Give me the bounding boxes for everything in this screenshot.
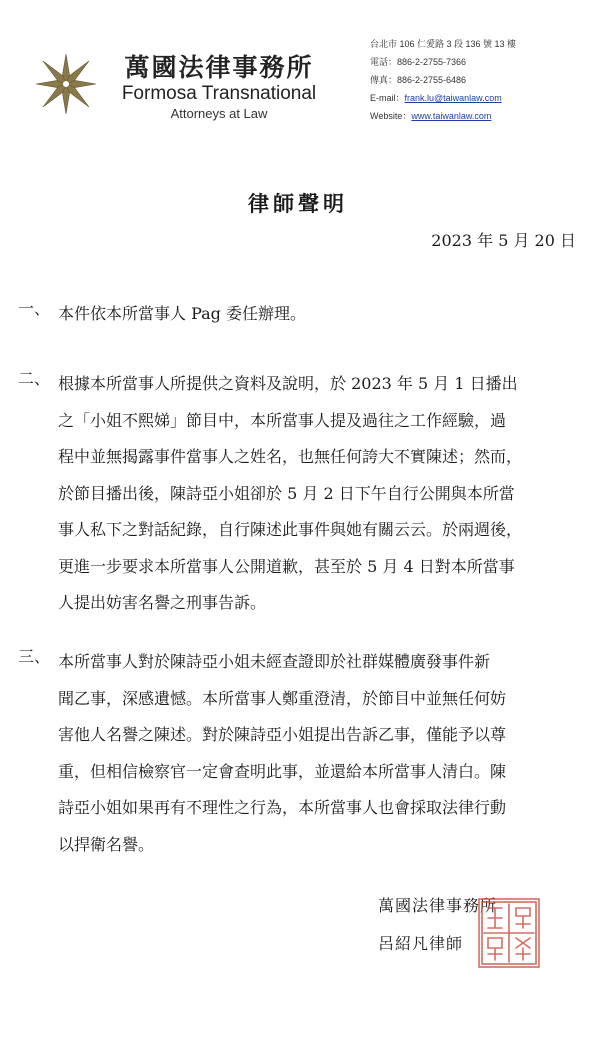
website-row	[370, 107, 590, 125]
firm-subtitle: Attorneys at Law	[170, 106, 268, 121]
paragraph-text	[58, 644, 584, 863]
text-line: 害他人名譽之陳述。對於陳詩亞小姐提出告訴乙事，僅能予以尊	[58, 725, 507, 744]
text-line: 之「小姐不熙娣」節目中，本所當事人提及過往之工作經驗，過	[58, 410, 507, 430]
text-line: 詩亞小姐如果再有不理性之行為，本所當事人也會採取法律行動	[58, 798, 507, 817]
firm-logo-icon	[34, 52, 98, 116]
phone: 電話：886-2-2755-7366	[370, 57, 467, 67]
address: 台北市 106 仁愛路 3 段 136 號 13 樓	[370, 39, 517, 49]
text-line: 於節目播出後，陳詩亞小姐卻於 5 月 2 日下午自行公開與本所當	[58, 483, 515, 503]
text-line: 事人私下之對話紀錄，自行陳述此事件與她有關云云。於兩週後，	[58, 520, 523, 539]
signature-firm: 萬國法律事務所	[378, 896, 498, 915]
text-line: 程中並無揭露事件當事人之姓名，也無任何誇大不實陳述；然而，	[58, 447, 523, 466]
firm-name-en: Formosa Transnational	[121, 83, 317, 104]
website-link[interactable]: www.taiwanlaw.com	[411, 111, 492, 121]
paragraph-number: 二、	[18, 369, 51, 388]
text-line: 更進一步要求本所當事人公開道歉，甚至於 5 月 4 日對本所當事	[58, 556, 515, 576]
website-label: Website：	[370, 111, 412, 121]
letterhead	[0, 0, 596, 150]
text-line: 聞乙事，深感遺憾。本所當事人鄭重澄清，於節目中並無任何妨	[58, 688, 507, 708]
paragraph-text	[58, 366, 584, 622]
text-line: 本件依本所當事人 Pag 委任辦理。	[58, 304, 307, 323]
text-line: 重，但相信檢察官一定會查明此事，並還給本所當事人清白。陳	[58, 761, 507, 781]
text-line: 人提出妨害名譽之刑事告訴。	[58, 593, 267, 612]
signature-lawyer: 呂紹凡律師	[378, 934, 464, 953]
document-date: 2023 年 5 月 20 日	[431, 231, 576, 250]
document-title: 律師聲明	[248, 191, 348, 216]
email-label: E-mail：	[370, 93, 405, 103]
firm-name-cn: 萬國法律事務所	[124, 53, 314, 82]
fax: 傳真：886-2-2755-6486	[370, 75, 467, 85]
paragraph-number: 三、	[18, 647, 51, 666]
text-line: 本所當事人對於陳詩亞小姐未經查證即於社群媒體廣發事件新	[58, 652, 491, 671]
email-link[interactable]: frank.lu@taiwanlaw.com	[404, 93, 502, 103]
text-line: 根據本所當事人所提供之資料及說明，於 2023 年 5 月 1 日播出	[58, 374, 518, 393]
seal-stamp-icon	[476, 896, 542, 970]
email-row	[370, 89, 590, 107]
text-line: 以捍衛名譽。	[58, 834, 155, 854]
paragraph-text	[58, 296, 584, 333]
contact-block	[370, 35, 590, 125]
paragraph-number: 一、	[18, 299, 51, 318]
